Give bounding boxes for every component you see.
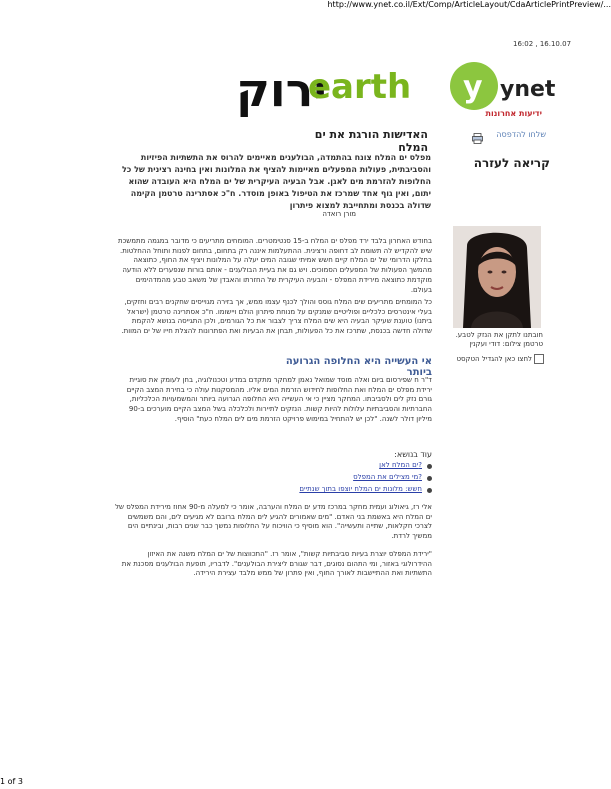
enlarge-text-label[interactable]: לחצו כאן להגדיל הטקסט [456,355,532,363]
earth-logo-hebrew: ירוק [236,63,327,117]
article-paragraph: "ירידת המפלס יוצרת בעיות סביבתיות קשות", אומר רז. "התכווצות של ים המלח משנה את האיזון ההידרולוגי באזור, ומי התהום נסוגים, דבר שגורם ליצירת הבולענים". לדבריו, תופעת הבולענים מסכנת את התשתיות ואת ההתיישבות לאורך החוף, ואין פתרון של ממש מלבד עצירת הירידה. [121,550,432,578]
article-subtitle: מפלס ים המלח צונח בהתמדה, הבולענים מאיימים להרוס את התשתיות הפיזיות והסביבתית, פעולות המפעלים מאיימות להציף את המלונות ואין בחינה רצינית של כל החלופות להזרמת מים לאגן. אבל הבעיה העיקרית של ים המלח היא העובדה שהוא יתום, ואין גוף אחד שמרכז את הטיפול באופן מוסדר. ח"כ אסתרינה טרטמן הקימה שדולה בכנסת ומתחייבת למצוא פיתרון [121,153,431,210]
article-paragraph: ד"ר ח שפירסום ביום ואלה מוסד שמואל נאמן למחקר מתקדם במדע וטכנולוגיה, בחן לעומק את סוגיית ירידת מפלס ים המלח ואת החלופות לחידוש הזרמת המים אליו. מהמסקנות עולה כי בחירת המצב הקיים גורם נזק לים ולסביבתו. המחקר מציין כי אי העשייה היא החלופה הגרועה ביותר והמשמעויות הכלכליות, החברתיות והסביבתיות עלולות להיות קשות. הנזקים לתיירות ולכלכלה בשל המצב הקיים מוערכים ב-90 מיליון דולר לשנה. "לכן יש להתחיל במימוש פרויקט הזרמת מים לים המלח כעת" הוסיף. [126,376,432,423]
print-datetime: 16:02 , 16.10.07 [513,40,572,48]
related-article-link[interactable]: חשש: מלונות ים המלח יוצפו בתוך שנתיים [299,485,422,493]
page-number: 1 of 3 [0,777,23,786]
ynet-logo-tagline: ידיעות אחרונות [485,109,542,118]
section-heading: אי העשייה היא החלופה הגרועה ביותר [285,356,432,378]
article-author: מורן רואדה [322,210,356,218]
article-paragraph: בחודש האחרון בלבד ירד מפלס ים המלח ב-15 סנטימטרים. המומחים מתריעים כי מדובר במגמה מתמשכת שיש להקדיש לה תשומת לב דחופה ורצינית. ההתעלמות איננה רק בתחום, בתחום לפנות ותוחל ההחלטות. בחלקו הדרומי של ים המלח קיים חשש אמיתי שגובה המים יעלה על המלונות ויציף את החוף, כתוצאה מהמשך הפעולות של המפעלים הסמוכים. ויש גם את בעיית הבולענים - אותם בורות שנפערים ללא הודעה מוקדמת כתוצאה מירידת המפלס - והבעיה העיקרית של החזרתו והאבדן של משאב טבע מהמדהימים בעולם. [117,237,432,294]
ynet-logo-word: ynet [500,77,556,102]
bullet-icon [427,488,432,493]
enlarge-icon [534,354,544,364]
printer-icon [472,129,483,140]
related-article-link[interactable]: ים המלח לאן? [379,461,422,469]
earth-logo [234,58,412,117]
enlarge-text-link[interactable] [452,354,544,378]
article-paragraph: אלי רז, גיאולוג ועמית מחקר במרכז מדע ים המלח והערבה, אומר כי למעלה מ-90 אחוז מירידת המפלס של ים המלח היא באשמת בני האדם. "מים שאמורים להגיע לים המלח ברובם לא מגיעים לים, והם משמשים לצרכי חקלאות, שתייה ותעשייה". הוא מוסיף כי הוויכוח על החלופות נמשך כבר שנים רבות, ובינתיים הים ממשיך לרדת. [115,503,432,541]
further-reading-heading: קריאה לעזרה [473,156,550,170]
article-title: האדישות הורגת את ים המלח [314,128,428,154]
earth-logo-word: earth [308,67,412,107]
print-url: http://www.ynet.co.il/Ext/Comp/ArticleLayout/CdaArticlePrintPreview/... [327,0,611,9]
ynet-logo [448,60,556,120]
more-on-topic-list [270,461,432,497]
print-link-label[interactable]: שלחו להדפסה [496,130,546,139]
print-link[interactable] [472,129,546,143]
list-item [270,485,432,497]
list-item [270,473,432,485]
author-photo [453,226,541,328]
bullet-icon [427,464,432,469]
article-paragraph: כל המומחים מתריעים שים המלח גוסס והולך לכנף עצמו ממש, אך בזירה מגוייסים שחקנים רבים וחזקים, בעלי אינטרסים כלכליים ופוליטיים שמנקים על מנוחת פיתרון הולם ויישומו. ח"כ אסתרינה טרטמן (ישראל ביתנו) טוענת שעיקר הבעיה היא שים המלח צריך לצבור את כל הגורמים, ולכן התגייסה בנושא להקמת שדולה חדשה בכנסת, שתרכז את כל הפעולות, תבחן את הבעיות ואת הפתרונות להצלת חייו של ים המוות. [121,298,432,336]
related-article-link[interactable]: מי מצילים את המפלס? [353,473,422,481]
svg-text:y: y [463,70,483,105]
photo-caption: חובתנו לתקן את הנזק לטבע. טרטמן צילום: דודי ועקנין [455,331,543,348]
bullet-icon [427,476,432,481]
more-on-topic-label: עוד בנושא: [394,450,432,459]
list-item [270,461,432,473]
